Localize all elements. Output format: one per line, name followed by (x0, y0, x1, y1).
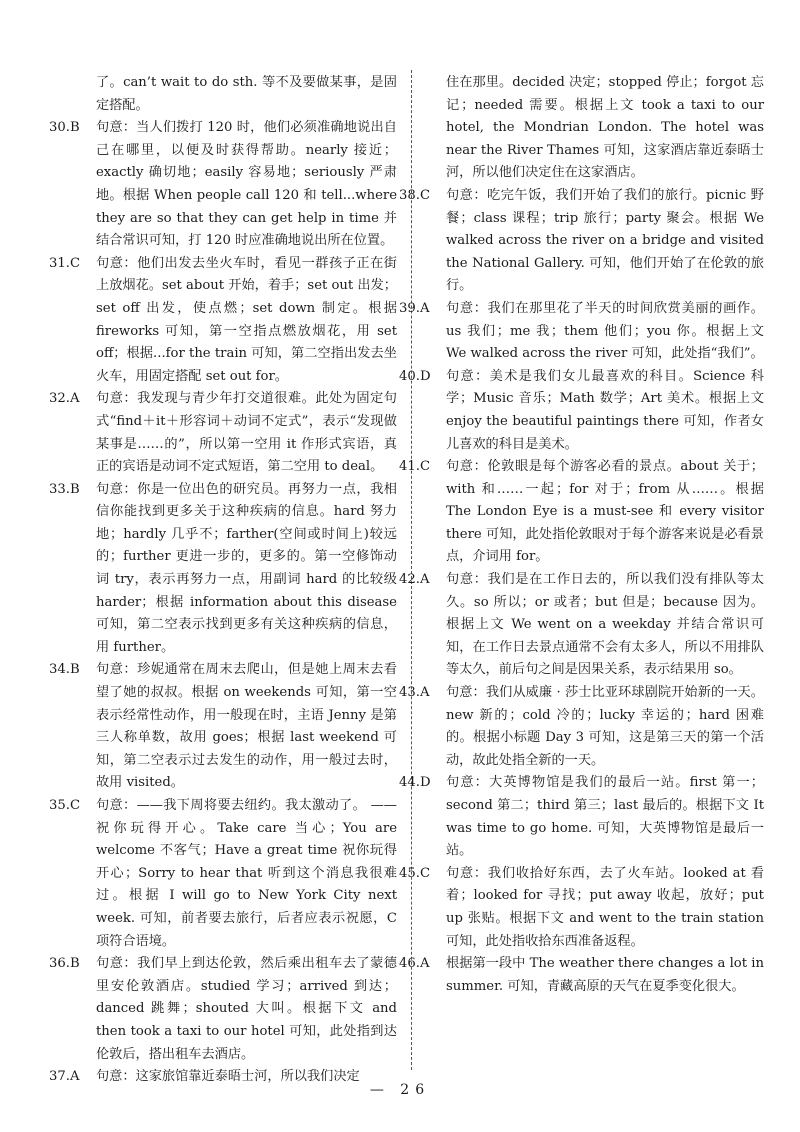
answer-number: 46.A (399, 956, 430, 972)
answer-explanation: 句意：我们从威廉 · 莎士比亚环球剧院开始新的一天。new 新的；cold 冷的；lucky 幸运的；hard 困难的。根据小标题 Day 3 可知，这是第三天的第一个活动，故此处指全新的一天。 (446, 685, 764, 768)
answer-number: 45.C (399, 865, 431, 881)
answer-explanation: 句意：你是一位出色的研究员。再努力一点，我相信你能找到更多关于这种疾病的信息。hard 努力地；hardly 几乎不；farther(空间或时间上)较远的；further 更进一步的，更多的。第一空修饰动词 try，表示再努力一点，用副词 hard 的比较级 harder；根据 information about this disease 可知，第二空表示找到更多有关这种疾病的信息，用 further。 (96, 481, 397, 655)
answer-number: 42.A (399, 572, 430, 588)
answer-number: 36.B (49, 956, 80, 972)
answer-number: 44.D (399, 775, 431, 791)
answer-number: 40.D (399, 368, 431, 384)
answer-36 (49, 953, 397, 1066)
answer-number: 30.B (49, 120, 80, 136)
answer-43 (399, 682, 764, 772)
answer-number: 34.B (49, 662, 80, 678)
answer-explanation: 句意：我们早上到达伦敦，然后乘出租车去了蒙德里安伦敦酒店。studied 学习；arrived 到达；danced 跳舞；shouted 大叫。根据下文 and then took a taxi to our hotel 可知，此处指到达伦敦后，搭出租车去酒店。 (96, 956, 397, 1062)
answer-39 (399, 298, 764, 366)
answer-number: 43.A (399, 685, 430, 701)
answer-explanation: 句意：伦敦眼是每个游客必看的景点。about 关于；with 和……一起；for 对于；from 从……。根据 The London Eye is a must-see 和 every visitor there 可知，此处指伦敦眼对于每个游客来说是必看景点，介词用 for。 (446, 459, 764, 565)
answer-explanation: 句意：他们出发去坐火车时，看见一群孩子正在街上放烟花。set about 开始，着手；set out 出发；set off 出发，使点燃；set down 制定。根据 fireworks 可知，第一空指点燃放烟花，用 set off；根据...for the train 可知，第二空指出发去坐火车，用固定搭配 set out for。 (96, 255, 397, 384)
answer-explanation: 句意：我们是在工作日去的，所以我们没有排队等太久。so 所以；or 或者；but 但是；because 因为。根据上文 We went on a weekday 并结合常识可知，在工作日去景点通常不会有太多人，所以不用排队等太久，前后句之间是因果关系，表示结果用 so。 (446, 572, 764, 678)
answer-45 (399, 863, 764, 953)
answer-41 (399, 456, 764, 569)
continuation-text: 住在那里。decided 决定；stopped 停止；forgot 忘记；needed 需要。根据上文 took a taxi to our hotel, the Mondrian London. The hotel was near the River Thames 可知，这家酒店靠近泰晤士河，所以他们决定住在这家酒店。 (446, 75, 764, 181)
answer-explanation: 句意：我们收拾好东西，去了火车站。looked at 看着；looked for 寻找；put away 收起，放好；put up 张贴。根据下文 and went to the train station 可知，此处指收拾东西准备返程。 (446, 865, 764, 949)
answer-explanation: 句意：美术是我们女儿最喜欢的科目。Science 科学；Music 音乐；Math 数学；Art 美术。根据上文 enjoy the beautiful paintings there 可知，作者女儿喜欢的科目是美术。 (446, 368, 764, 452)
page-number: — 26 (369, 1082, 431, 1098)
right-column (399, 72, 764, 998)
answer-42 (399, 569, 764, 682)
answer-35 (49, 795, 397, 953)
answer-33 (49, 479, 397, 660)
answer-38 (399, 185, 764, 298)
answer-40 (399, 366, 764, 456)
answer-explanation: 句意：吃完午饭，我们开始了我们的旅行。picnic 野餐；class 课程；trip 旅行；party 聚会。根据 We walked across the river on a bridge and visited the National Gallery. 可知，他们开始了在伦敦的旅行。 (446, 187, 764, 294)
answer-explanation: 句意：我们在那里花了半天的时间欣赏美丽的画作。us 我们；me 我；them 他们；you 你。根据上文 We walked across the river 可知，此处指“我们”。 (446, 300, 764, 362)
answer-32 (49, 388, 397, 478)
answer-number: 41.C (399, 459, 431, 475)
answer-number: 31.C (49, 255, 81, 271)
answer-34 (49, 659, 397, 795)
answer-number: 33.B (49, 481, 80, 497)
answer-explanation: 句意：珍妮通常在周末去爬山，但是她上周末去看望了她的叔叔。根据 on weekends 可知，第一空表示经常性动作，用一般现在时，主语 Jenny 是第三人称单数，故用 goes；根据 last weekend 可知，第二空表示过去发生的动作，用一般过去时，故用 visited。 (96, 662, 397, 791)
answer-explanation: 句意：这家旅馆靠近泰晤士河，所以我们决定 (96, 1069, 360, 1085)
answer-explanation: 句意：——我下周将要去纽约。我太激动了。 ——祝你玩得开心。Take care 当心；You are welcome 不客气；Have a great time 祝你玩得开心；Sorry to hear that 听到这个消息我很难过。根据 I will go to New York City next week. 可知，前者要去旅行，后者应表示祝愿，C 项符合语境。 (96, 798, 397, 949)
answer-46 (399, 953, 764, 998)
answer-number: 37.A (49, 1069, 80, 1085)
answer-number: 39.A (399, 300, 430, 316)
answer-30 (49, 117, 397, 253)
answer-number: 35.C (49, 798, 81, 813)
answer-number: 32.A (49, 391, 80, 407)
answer-explanation: 句意：我发现与青少年打交道很难。此处为固定句式“find＋it＋形容词＋动词不定式”，表示“发现做某事是……的”，所以第一空用 it 作形式宾语，真正的宾语是动词不定式短语，第二空用 to deal。 (96, 391, 397, 475)
answer-explanation: 根据第一段中 The weather there changes a lot in summer. 可知，青藏高原的天气在夏季变化很大。 (446, 956, 764, 994)
answer-explanation: 句意：大英博物馆是我们的最后一站。first 第一；second 第二；third 第三；last 最后的。根据下文 It was time to go home. 可知，大英博物馆是最后一站。 (446, 775, 764, 859)
answer-44 (399, 772, 764, 862)
answer-number: 38.C (399, 187, 431, 203)
left-column (49, 72, 397, 1089)
continuation-text: 了。can’t wait to do sth. 等不及要做某事，是固定搭配。 (96, 75, 397, 113)
answer-explanation: 句意：当人们拨打 120 时，他们必须准确地说出自己在哪里，以便及时获得帮助。nearly 接近；exactly 确切地；easily 容易地；seriously 严肃地。根据 When people call 120 和 tell...where they are so that they can get help in time 并结合常识可知，打 120 时应准确地说出所在位置。 (96, 120, 397, 249)
answer-31 (49, 253, 397, 389)
